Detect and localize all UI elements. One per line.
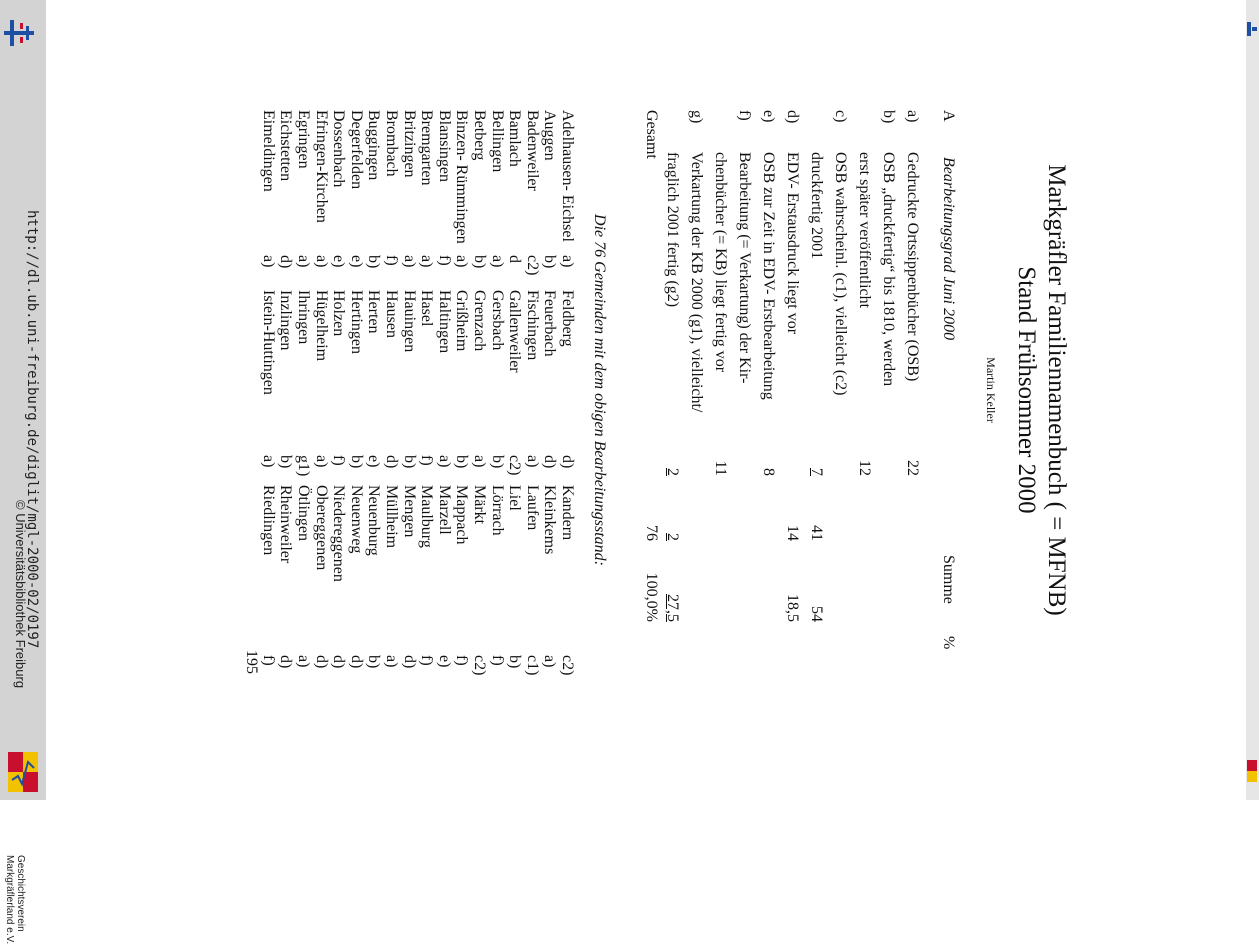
municipality-status: a) xyxy=(523,455,541,468)
status-row-count xyxy=(782,440,802,476)
status-row-sum xyxy=(734,505,754,541)
municipality-status: a) xyxy=(383,655,400,668)
page-content xyxy=(190,110,1070,720)
municipality-name: Ihringen xyxy=(295,290,312,345)
municipality-status: a) xyxy=(259,255,277,268)
status-row-count xyxy=(878,440,898,476)
status-row-key: e) xyxy=(760,110,777,123)
municipality-name: Badenweiler xyxy=(523,110,541,191)
status-row-count: 12 xyxy=(856,460,873,476)
municipality-status: d) xyxy=(277,255,295,269)
municipality-name: Neuenburg xyxy=(365,485,383,556)
status-row-sum xyxy=(830,505,850,541)
municipality-name: Märkt xyxy=(471,485,488,525)
footer-org-line2: Markgräflerland e.V. xyxy=(4,855,15,944)
municipality-name: Fischingen xyxy=(523,290,541,361)
municipality-status: c2) xyxy=(523,255,541,276)
municipality-status: d) xyxy=(400,655,418,669)
municipality-name: Mappach xyxy=(453,485,471,545)
municipality-name: Riedlingen xyxy=(259,485,277,556)
municipality-name: Feldberg xyxy=(559,290,576,347)
municipality-name: Ötlingen xyxy=(295,485,312,541)
status-row-count: 2 xyxy=(664,468,681,476)
municipality-status: a) xyxy=(559,255,576,268)
status-row-count: 8 xyxy=(760,468,777,476)
status-row-text: chenbücher (= KB) liegt fertig vor xyxy=(712,152,729,373)
status-row-count: 11 xyxy=(712,460,729,476)
status-row-percent: 54 xyxy=(808,606,825,622)
municipality-name: Maulburg xyxy=(418,485,436,548)
library-logo-icon[interactable] xyxy=(4,18,34,48)
status-row-sum xyxy=(686,505,706,541)
municipality-name: Grenzach xyxy=(471,290,488,352)
municipality-name: Grißheim xyxy=(453,290,471,352)
municipality-name: Liel xyxy=(506,485,524,511)
municipality-name: Bremgarten xyxy=(418,110,436,186)
status-row-text: OSB zur Zeit in EDV- Erstbearbeitung xyxy=(760,152,777,400)
page-number: 195 xyxy=(243,650,260,674)
status-row-text: Bearbeitung (= Verkartung) der Kir- xyxy=(736,152,753,384)
author-name: Martin Keller xyxy=(984,357,998,423)
municipality-name: Auggen xyxy=(541,110,559,161)
municipality-status: f) xyxy=(418,655,436,666)
status-row-count xyxy=(830,440,850,476)
municipality-name: Blansingen xyxy=(435,110,453,182)
municipality-status: d) xyxy=(312,655,330,669)
municipality-status: c2) xyxy=(506,455,524,476)
status-row-key: a) xyxy=(904,110,921,123)
footer-strip xyxy=(4,210,40,944)
municipality-status: c2) xyxy=(559,655,576,676)
municipality-status: b) xyxy=(347,455,365,469)
status-row-percent xyxy=(830,572,850,622)
municipality-name: Bamlach xyxy=(506,110,524,167)
footer-org-line1: Geschichtsverein xyxy=(15,855,26,932)
municipality-name: Hauingen xyxy=(400,290,418,353)
municipality-name: Binzen- Rümmingen xyxy=(453,110,471,244)
municipality-status: d) xyxy=(330,655,348,669)
municipality-status: b) xyxy=(277,455,295,469)
status-row-percent xyxy=(710,572,730,622)
municipality-name: Müllheim xyxy=(383,485,400,549)
status-row-text: OSB wahrscheinl. (c1), vielleicht (c2) xyxy=(832,152,849,396)
municipality-name: Marzell xyxy=(435,485,453,535)
municipality-name: Britzingen xyxy=(400,110,418,178)
municipality-name: Rheinweiler xyxy=(277,485,295,564)
municipality-name: Betberg xyxy=(471,110,488,161)
municipality-status: d) xyxy=(277,655,295,669)
municipality-name: Haltingen xyxy=(435,290,453,354)
municipality-status: a) xyxy=(418,255,436,268)
municipality-status: f) xyxy=(453,655,471,666)
municipality-name: Mengen xyxy=(400,485,418,538)
section-title: Bearbeitungsgrad Juni 2000 xyxy=(940,157,957,341)
municipality-name: Lörrach xyxy=(488,485,506,536)
municipality-status: b) xyxy=(506,655,524,669)
status-row-text: druckfertig 2001 xyxy=(808,152,825,260)
municipality-name: Laufen xyxy=(523,485,541,531)
status-row-percent: 18,5 xyxy=(784,594,801,622)
municipality-name: Niedereggenen xyxy=(330,485,348,582)
municipality-status: a) xyxy=(295,255,312,268)
municipality-name: Kandern xyxy=(559,485,576,541)
status-row-text: fraglich 2001 fertig (g2) xyxy=(664,152,681,308)
municipality-name: Inzlingen xyxy=(277,290,295,351)
status-row-count: 7 xyxy=(808,468,825,476)
status-row-key: c) xyxy=(832,110,849,123)
municipality-status: d) xyxy=(541,455,559,469)
right-edge-mark-icon xyxy=(1247,22,1257,36)
sum-header: Summe xyxy=(940,555,957,604)
status-row-percent xyxy=(686,572,706,622)
status-row-text: EDV- Erstausdruck liegt vor xyxy=(784,152,801,335)
municipality-status: a) xyxy=(488,255,506,268)
status-row-key: b) xyxy=(880,110,897,124)
footer-url[interactable]: http://dl.ub.uni-freiburg.de/diglit/mgl-2000-02/0197 xyxy=(24,210,40,649)
municipality-status: d) xyxy=(559,455,576,469)
municipality-status: a) xyxy=(312,255,330,268)
status-row-sum: 2 xyxy=(664,533,681,541)
municipality-name: Gersbach xyxy=(488,290,506,351)
municipality-status: a) xyxy=(435,455,453,468)
total-sum: 76 xyxy=(643,525,660,541)
section-letter: A xyxy=(940,110,957,122)
municipality-status: e) xyxy=(435,655,453,668)
municipality-name: Hausen xyxy=(383,290,400,338)
municipality-status: b) xyxy=(488,455,506,469)
status-row-count xyxy=(734,440,754,476)
municipalities-title: Die 76 Gemeinden mit dem obigen Bearbeitungsstand: xyxy=(591,214,608,566)
municipality-status: b) xyxy=(471,255,488,269)
status-row-text: Verkartung der KB 2000 (g1), vielleicht/ xyxy=(688,152,705,413)
municipality-status: a) xyxy=(400,255,418,268)
status-row-sum: 14 xyxy=(784,525,801,541)
municipality-name: Hasel xyxy=(418,290,436,327)
municipality-status: e) xyxy=(330,255,348,268)
right-edge-crest-icon xyxy=(1247,760,1257,782)
municipality-status: g1) xyxy=(295,455,312,477)
municipality-name: Kleinkems xyxy=(541,485,559,555)
status-row-key: d) xyxy=(784,110,801,124)
municipality-status: d) xyxy=(383,455,400,469)
municipality-status: c1) xyxy=(523,655,541,676)
status-row-text: OSB „druckfertig“ bis 1810, werden xyxy=(880,152,897,387)
municipality-status: a) xyxy=(295,655,312,668)
municipality-name: Hertingen xyxy=(347,290,365,354)
status-row-sum xyxy=(710,505,730,541)
municipality-status: d) xyxy=(347,655,365,669)
municipality-status: a) xyxy=(453,255,471,268)
municipality-status: e) xyxy=(347,255,365,268)
municipality-name: Brombach xyxy=(383,110,400,177)
status-row-sum xyxy=(878,505,898,541)
municipality-status: f) xyxy=(435,255,453,266)
municipality-status: a) xyxy=(471,455,488,468)
status-row-percent xyxy=(854,572,874,622)
municipality-name: Bellingen xyxy=(488,110,506,173)
status-row-sum xyxy=(902,505,922,541)
municipality-status: e) xyxy=(365,455,383,468)
status-row-percent xyxy=(878,572,898,622)
municipality-name: Istein-Huttingen xyxy=(259,290,277,395)
status-row-count xyxy=(686,440,706,476)
municipality-status: f) xyxy=(259,655,277,666)
status-row-percent xyxy=(758,572,778,622)
status-row-percent xyxy=(734,572,754,622)
status-row-percent xyxy=(902,572,922,622)
municipalities-block xyxy=(228,110,608,676)
page-subtitle: Stand Frühsommer 2000 xyxy=(1013,266,1040,514)
status-row-key: g) xyxy=(688,110,705,124)
municipality-status: b) xyxy=(453,455,471,469)
status-row-text: Gedruckte Ortssippenbücher (OSB) xyxy=(904,152,921,382)
municipality-status: a) xyxy=(259,455,277,468)
municipality-status: a) xyxy=(541,655,559,668)
footer-copyright: © Universitätsbibliothek Freiburg xyxy=(13,500,28,689)
municipality-status: b) xyxy=(365,655,383,669)
municipality-name: Dossenbach xyxy=(330,110,348,188)
municipality-name: Eimeldingen xyxy=(259,110,277,192)
municipality-status: b) xyxy=(400,455,418,469)
status-row-key: f) xyxy=(736,110,753,121)
municipality-name: Egringen xyxy=(295,110,312,169)
municipality-status: b) xyxy=(365,255,383,269)
municipality-status: a) xyxy=(312,455,330,468)
municipality-name: Buggingen xyxy=(365,110,383,181)
right-sidebar xyxy=(1246,0,1259,800)
municipality-status: c2) xyxy=(471,655,488,676)
status-row-count: 22 xyxy=(904,460,921,476)
status-row-text: erst später veröffentlicht xyxy=(856,152,873,309)
municipality-name: Degerfelden xyxy=(347,110,365,190)
total-percent: 100,0% xyxy=(643,572,660,622)
municipality-name: Efringen-Kirchen xyxy=(312,110,330,223)
municipality-status: f) xyxy=(330,455,348,466)
municipality-status: b) xyxy=(541,255,559,269)
municipality-status: f) xyxy=(418,455,436,466)
municipality-name: Adelhausen- Eichsel xyxy=(559,110,576,242)
status-row-sum xyxy=(854,505,874,541)
municipality-status: f) xyxy=(383,255,400,266)
footer-organization xyxy=(4,855,26,944)
municipality-name: Gallenweiler xyxy=(506,290,524,373)
municipality-name: Herten xyxy=(365,290,383,334)
page-title: Markgräfler Familiennamenbuch ( = MFNB) xyxy=(1043,164,1070,616)
municipality-status: d xyxy=(506,255,524,263)
municipality-name: Holzen xyxy=(330,290,348,337)
percent-header: % xyxy=(940,636,957,650)
status-row-percent: 27,5 xyxy=(664,594,681,622)
document-page xyxy=(130,0,1130,800)
total-label: Gesamt xyxy=(643,110,660,159)
status-row-sum xyxy=(758,505,778,541)
municipality-name: Neuenweg xyxy=(347,485,365,554)
municipality-status: f) xyxy=(488,655,506,666)
municipality-name: Obereggenen xyxy=(312,485,330,571)
municipality-name: Hügelheim xyxy=(312,290,330,362)
status-row-sum: 41 xyxy=(808,525,825,541)
municipality-name: Feuerbach xyxy=(541,290,559,357)
municipality-name: Eichstetten xyxy=(277,110,295,182)
